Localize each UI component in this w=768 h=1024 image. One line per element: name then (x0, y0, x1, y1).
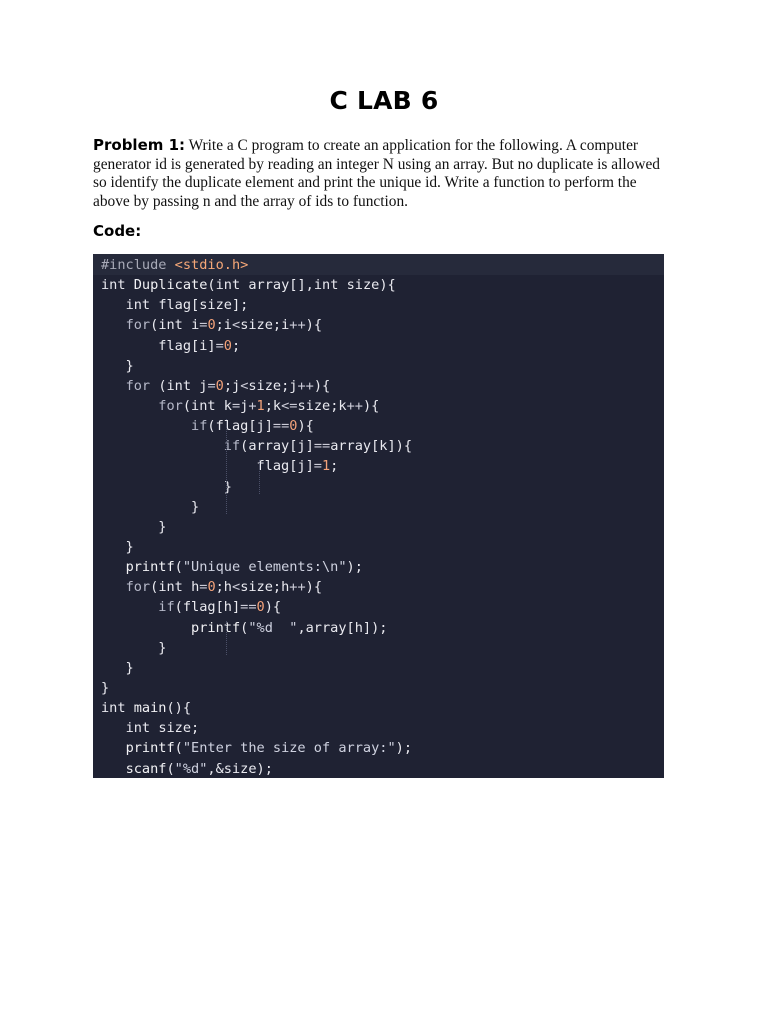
code-token: = (215, 337, 224, 354)
code-lines (101, 255, 412, 778)
code-token: == (240, 599, 257, 616)
code-line (101, 456, 412, 476)
code-token: int (158, 317, 192, 334)
code-token: == (272, 418, 290, 435)
code-token: 0 (223, 337, 232, 354)
code-token: = (313, 458, 322, 475)
code-token: ; (231, 337, 241, 354)
code-token: "Enter the size of array:" (182, 740, 396, 757)
code-line (101, 275, 412, 295)
code-token: = (199, 579, 208, 596)
code-token: array[k]){ (330, 438, 413, 455)
code-token (101, 378, 126, 394)
code-token: int (125, 720, 159, 737)
code-token: <= (281, 397, 298, 414)
code-token: printf (191, 619, 241, 636)
code-line (101, 356, 412, 376)
code-token: 0 (207, 317, 216, 334)
code-token: "Unique elements:\n" (182, 559, 347, 576)
code-token: ); (395, 740, 413, 757)
code-token: ){ (313, 377, 331, 394)
code-token: ){ (362, 397, 380, 414)
problem-label: Problem 1: (93, 136, 186, 154)
code-token: size; (158, 720, 200, 737)
code-line (101, 436, 412, 456)
code-line (101, 416, 412, 436)
code-line (101, 597, 412, 617)
code-token (101, 418, 191, 434)
code-token: ){ (305, 317, 323, 334)
code-token (101, 398, 158, 414)
code-token: h (191, 579, 200, 596)
code-line (101, 759, 412, 778)
code-token: ++ (289, 317, 306, 334)
code-token: 1 (321, 458, 331, 475)
code-token: == (313, 438, 331, 455)
code-token: for (125, 579, 151, 596)
code-line (101, 698, 412, 718)
code-line (101, 396, 412, 416)
code-token: size;j (248, 377, 298, 394)
code-line (101, 537, 412, 557)
code-token: for (158, 397, 183, 414)
code-token: array[], (248, 277, 314, 294)
code-line (101, 315, 412, 335)
code-token: flag[size]; (158, 297, 249, 314)
code-token: Duplicate (133, 277, 208, 294)
code-token: (array[j] (240, 438, 314, 455)
code-token: 0 (289, 418, 298, 435)
code-token: ( (158, 377, 167, 394)
code-token: } (101, 639, 167, 656)
code-token: } (101, 478, 232, 495)
code-token: j (199, 377, 208, 394)
code-token (101, 620, 191, 636)
code-token: ){ (264, 599, 282, 616)
code-token: ;h (215, 579, 232, 596)
code-token: scanf (125, 760, 167, 777)
code-token: main (133, 700, 167, 717)
code-token: for (125, 317, 151, 334)
code-token: ( (207, 277, 216, 294)
code-token: int (191, 397, 224, 414)
code-token: if (223, 438, 241, 455)
code-line (101, 638, 412, 658)
indent-guide (226, 621, 227, 655)
code-token: ){ (305, 579, 323, 596)
code-line (101, 295, 412, 315)
code-token: int (101, 277, 134, 294)
code-token: ( (174, 740, 183, 757)
code-token: ;i (215, 317, 232, 334)
code-line (101, 255, 412, 275)
code-token: + (248, 397, 257, 414)
code-token: int (101, 700, 134, 717)
code-token: flag[j] (101, 458, 314, 475)
code-line (101, 678, 412, 698)
code-line (101, 738, 412, 758)
code-line (101, 718, 412, 738)
code-line (101, 376, 412, 396)
code-token: 0 (207, 579, 216, 596)
indent-guide (259, 460, 260, 494)
code-line (101, 577, 412, 597)
code-line (101, 497, 412, 517)
code-token: } (101, 357, 134, 374)
code-token: j (240, 397, 249, 414)
code-token (101, 438, 224, 454)
code-token: int (166, 377, 200, 394)
indent-guide (226, 419, 227, 514)
code-token: ++ (297, 377, 314, 394)
code-token: i (191, 317, 200, 334)
code-token: if (191, 418, 208, 435)
code-token: } (101, 679, 110, 696)
code-token: ( (150, 317, 159, 334)
code-token: ( (166, 760, 175, 777)
code-token: ( (240, 619, 249, 636)
code-line (101, 477, 412, 497)
code-token: int (313, 277, 347, 294)
code-label: Code: (93, 222, 142, 240)
code-token: "%d " (248, 619, 298, 636)
code-token: < (232, 317, 241, 334)
code-token: 1 (256, 397, 265, 414)
code-token: ,&size); (207, 760, 273, 777)
code-token: ;k (264, 397, 282, 414)
problem-statement (93, 136, 668, 211)
code-token: ( (150, 579, 159, 596)
code-token (101, 720, 126, 736)
code-token: = (199, 317, 208, 334)
code-token (101, 761, 126, 777)
code-token (101, 559, 126, 575)
code-token: int (125, 297, 159, 314)
code-token: <stdio.h> (174, 257, 249, 273)
code-token: ); (346, 559, 363, 576)
code-token: (flag[j] (207, 418, 273, 435)
code-token: ( (182, 397, 192, 414)
code-token: ;j (223, 377, 241, 394)
page-title: C LAB 6 (329, 86, 439, 115)
code-token: 0 (215, 377, 224, 394)
code-token: if (158, 599, 175, 616)
code-token: size){ (346, 277, 396, 294)
code-token: #include (101, 257, 175, 273)
code-token: ( (174, 559, 183, 576)
code-line (101, 336, 412, 356)
code-token: size;k (297, 397, 347, 414)
code-token: } (101, 498, 200, 515)
code-token: size;i (240, 317, 290, 334)
code-line (101, 658, 412, 678)
code-token: = (207, 377, 216, 394)
code-token: } (101, 659, 134, 676)
code-token: } (101, 538, 134, 555)
code-token (101, 297, 126, 313)
code-token: "%d" (174, 760, 208, 777)
code-token: < (240, 377, 249, 394)
code-line (101, 557, 412, 577)
code-screenshot (93, 254, 664, 778)
code-token: int (158, 579, 192, 596)
code-token (101, 599, 158, 615)
code-token: ++ (346, 397, 363, 414)
code-token: printf (125, 559, 175, 576)
code-token: ,array[h]); (297, 619, 388, 636)
code-token: flag[i] (101, 337, 216, 354)
code-token (101, 740, 126, 756)
code-line (101, 618, 412, 638)
code-token: = (231, 397, 241, 414)
code-token: (){ (166, 700, 192, 717)
code-token: k (223, 397, 232, 414)
code-token: ++ (289, 579, 306, 596)
code-token: printf (125, 740, 175, 757)
code-token: 0 (256, 599, 265, 616)
code-token: ){ (297, 418, 314, 435)
code-token: < (232, 579, 241, 596)
code-token: size;h (240, 579, 290, 596)
code-line (101, 517, 412, 537)
code-token: for (125, 377, 159, 394)
problem-text: Write a C program to create an application for the following. A computer generator id is generated by reading an integer N using an array. But no duplicate is allowed so identify the duplicate element and print the unique id. Write a function to perform the above by passing n and the array of ids to function. (93, 137, 660, 210)
code-token: int (215, 277, 249, 294)
code-token: ; (330, 458, 339, 475)
code-token: } (101, 518, 167, 535)
code-token: (flag[h] (174, 599, 241, 616)
code-token (101, 579, 126, 595)
code-token (101, 317, 126, 333)
